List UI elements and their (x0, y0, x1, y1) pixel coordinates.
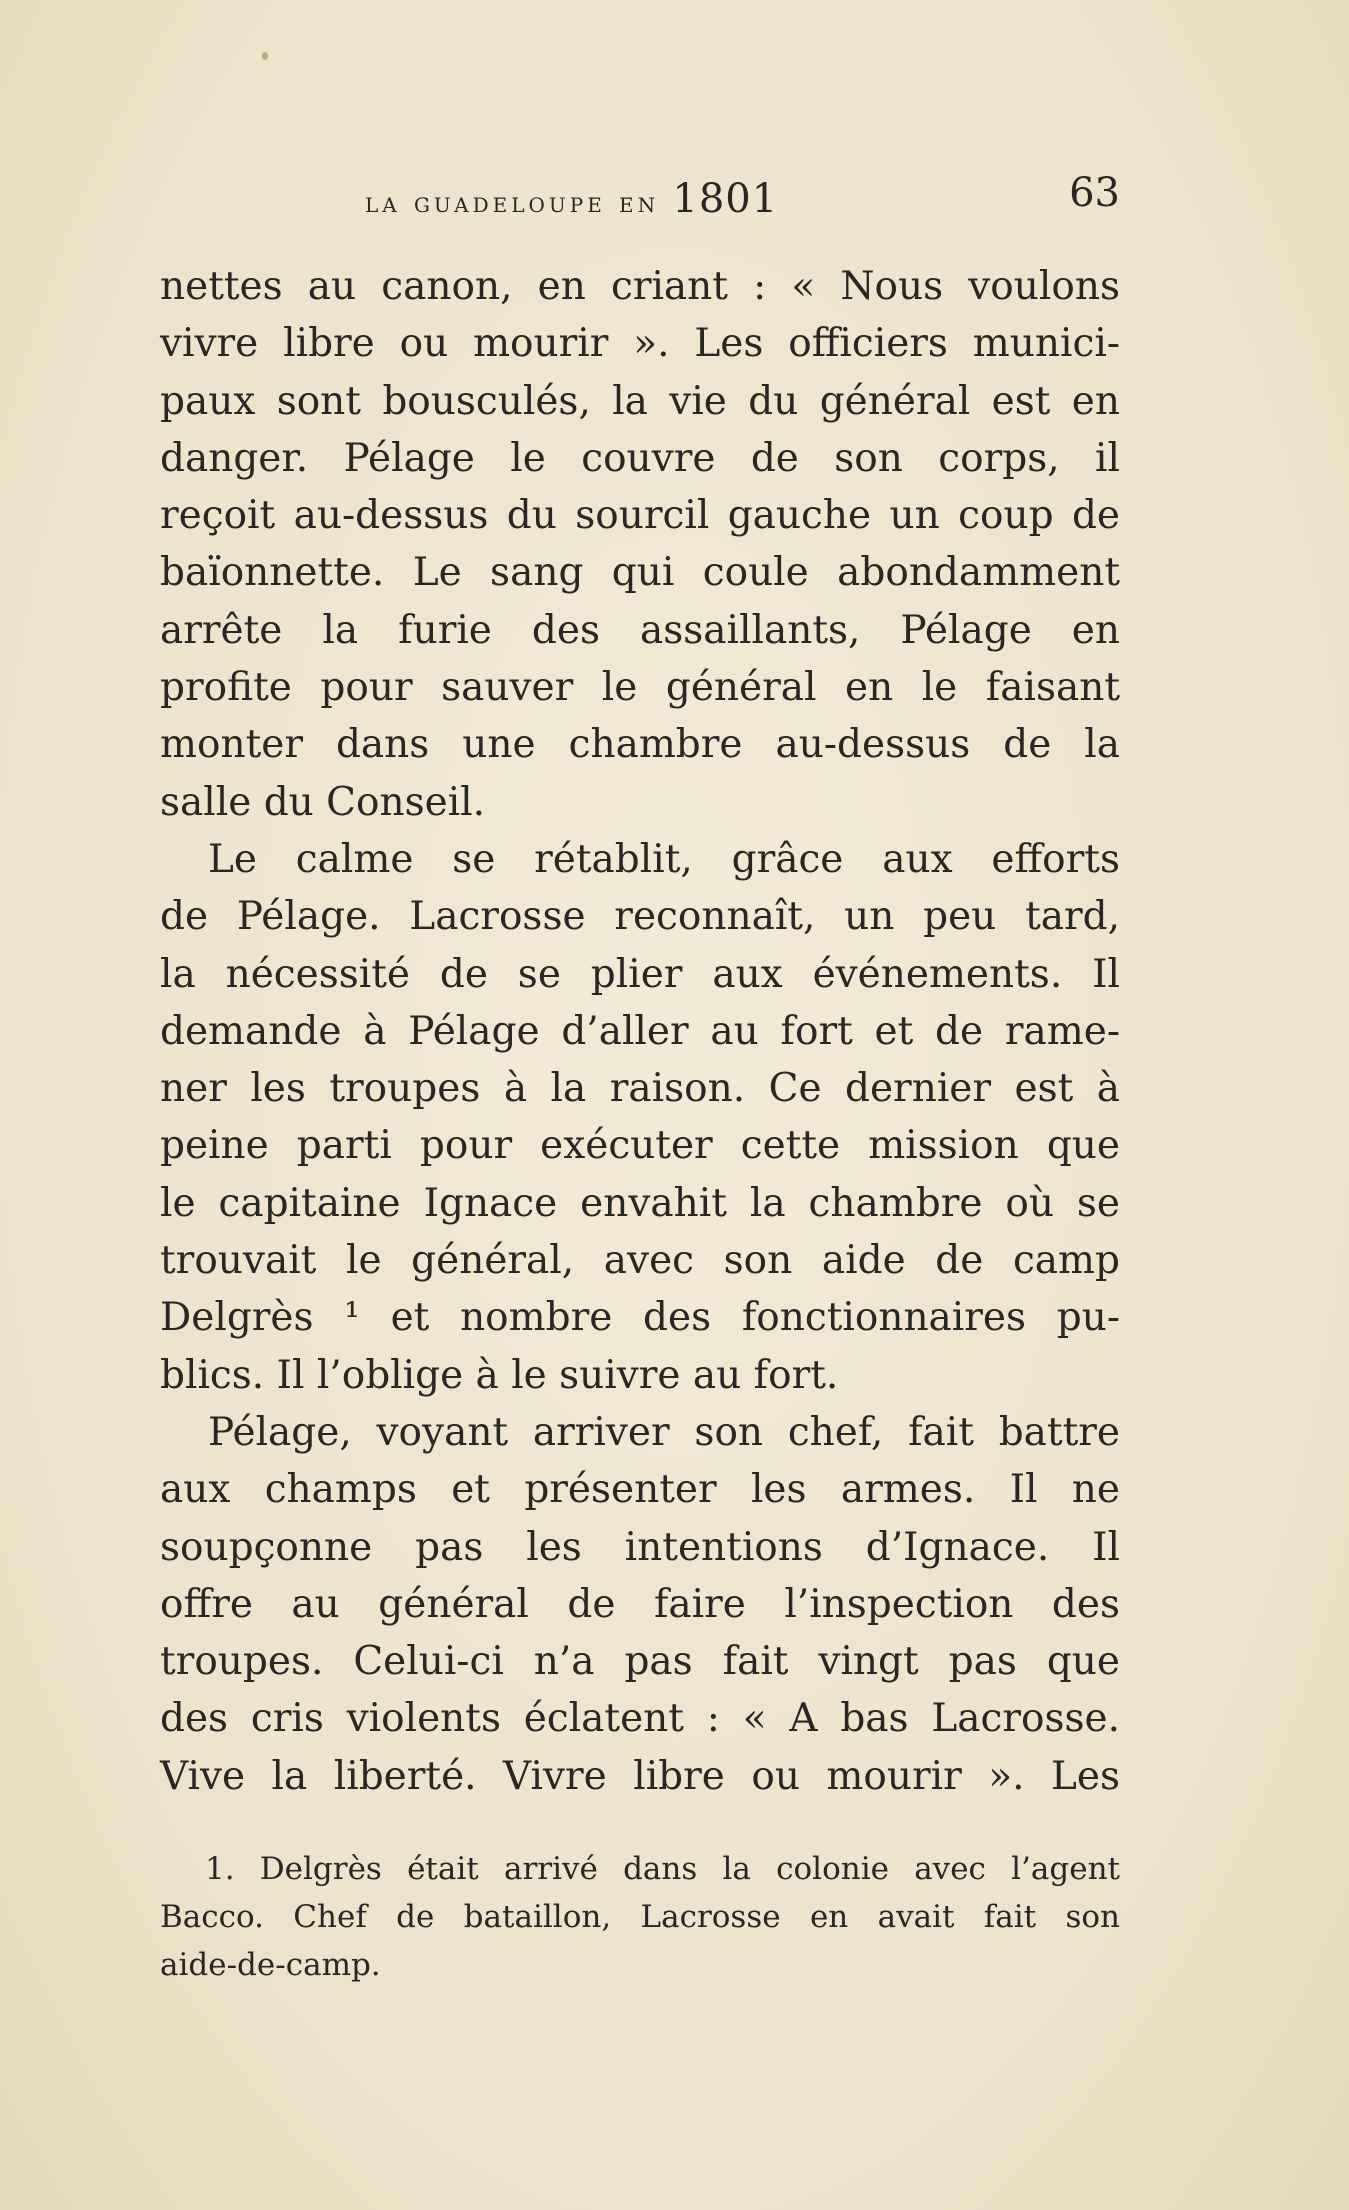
text-line: trouvait le général, avec son aide de camp (160, 1238, 1120, 1284)
footnotes (160, 1845, 1120, 1989)
text-line: Delgrès ¹ et nombre des fonctionnaires pu- (160, 1295, 1120, 1341)
text-line: le capitaine Ignace envahit la chambre où se (160, 1180, 1120, 1226)
text-line: offre au général de faire l’inspection des (160, 1581, 1120, 1627)
text-line: salle du Conseil. (160, 779, 486, 825)
text-line: profite pour sauver le général en le faisant (160, 665, 1120, 711)
footnote-line: 1. Delgrès était arrivé dans la colonie avec l’agent (205, 1851, 1120, 1887)
text-line: baïonnette. Le sang qui coule abondamment (160, 550, 1120, 596)
text-line: aux champs et présenter les armes. Il ne (160, 1467, 1120, 1513)
text-line: Vive la liberté. Vivre libre ou mourir ». Les (160, 1753, 1120, 1799)
running-title-text: la guadeloupe en (365, 185, 660, 219)
text-line: arrête la furie des assaillants, Pélage en (160, 607, 1120, 653)
page-number: 63 (1069, 170, 1120, 216)
footnote-line: Bacco. Chef de bataillon, Lacrosse en avait fait son (160, 1899, 1120, 1935)
text-line: demande à Pélage d’aller au fort et de rame- (160, 1008, 1120, 1054)
running-title (365, 176, 778, 222)
text-line: troupes. Celui-ci n’a pas fait vingt pas que (160, 1639, 1120, 1685)
text-line: des cris violents éclatent : « A bas Lacrosse. (160, 1696, 1120, 1742)
text-line: Pélage, voyant arriver son chef, fait battre (208, 1409, 1120, 1455)
text-line: de Pélage. Lacrosse reconnaît, un peu tard, (160, 894, 1120, 940)
text-line: blics. Il l’oblige à le suivre au fort. (160, 1352, 839, 1398)
text-line: vivre libre ou mourir ». Les officiers munici- (160, 321, 1120, 367)
running-header (160, 170, 1120, 230)
text-line: reçoit au-dessus du sourcil gauche un coup de (160, 493, 1120, 539)
body-text (160, 258, 1120, 1805)
text-line: peine parti pour exécuter cette mission que (160, 1123, 1120, 1169)
text-line: soupçonne pas les intentions d’Ignace. Il (160, 1524, 1120, 1570)
text-line: paux sont bousculés, la vie du général est en (160, 378, 1120, 424)
text-line: danger. Pélage le couvre de son corps, il (160, 435, 1120, 481)
text-line: ner les troupes à la raison. Ce dernier est à (160, 1066, 1120, 1112)
paper-speck (262, 52, 268, 60)
footnote-line: aide-de-camp. (160, 1947, 381, 1983)
text-line: nettes au canon, en criant : « Nous voulons (160, 264, 1120, 309)
text-line: la nécessité de se plier aux événements. Il (160, 951, 1120, 997)
running-title-year: 1801 (672, 176, 779, 222)
text-line: Le calme se rétablit, grâce aux efforts (208, 836, 1120, 882)
text-line: monter dans une chambre au-dessus de la (160, 722, 1120, 768)
